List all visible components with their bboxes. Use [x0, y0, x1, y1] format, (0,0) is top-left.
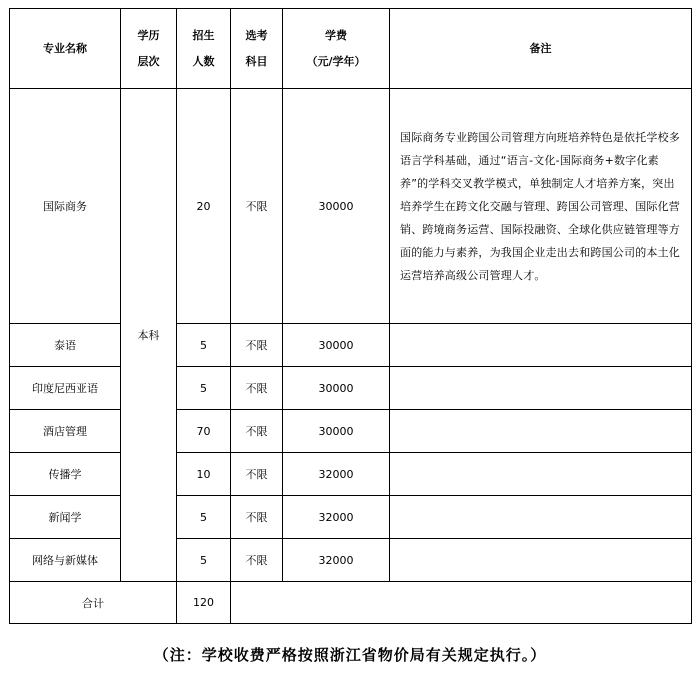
elective-subjects: 不限 [231, 324, 283, 367]
major-name: 泰语 [10, 324, 121, 367]
elective-subjects: 不限 [231, 539, 283, 582]
header-remarks: 备注 [390, 9, 692, 89]
enrollment-count: 70 [177, 410, 231, 453]
tuition-fee: 32000 [283, 496, 390, 539]
table-row [10, 496, 692, 539]
tuition-fee: 32000 [283, 539, 390, 582]
table-row [10, 324, 692, 367]
header-major-name: 专业名称 [10, 9, 121, 89]
major-name: 网络与新媒体 [10, 539, 121, 582]
table-header-row [10, 9, 692, 89]
elective-subjects: 不限 [231, 367, 283, 410]
elective-subjects: 不限 [231, 496, 283, 539]
remark-text [390, 367, 692, 410]
tuition-fee: 30000 [283, 367, 390, 410]
remark-text [390, 410, 692, 453]
enrollment-count: 10 [177, 453, 231, 496]
enrollment-count: 5 [177, 496, 231, 539]
major-name: 酒店管理 [10, 410, 121, 453]
header-subjects: 选考 科目 [231, 9, 283, 89]
remark-text [390, 453, 692, 496]
major-name: 印度尼西亚语 [10, 367, 121, 410]
total-label: 合计 [10, 582, 177, 624]
major-name: 国际商务 [10, 89, 121, 324]
total-empty-cell [231, 582, 692, 624]
tuition-fee: 30000 [283, 89, 390, 324]
table-row [10, 453, 692, 496]
table-row [10, 539, 692, 582]
elective-subjects: 不限 [231, 89, 283, 324]
tuition-fee: 32000 [283, 453, 390, 496]
remark-text: 国际商务专业跨国公司管理方向班培养特色是依托学校多语言学科基础，通过“语言-文化-国际商务+数字化素养”的学科交叉教学模式，单独制定人才培养方案，突出培养学生在跨文化交融与管理、跨国公司管理、国际化营销、跨境商务运营、国际投融资、全球化供应链管理等方面的能力与素养，为我国企业走出去和跨国公司的本土化运营培养高级公司管理人才。 [390, 89, 692, 324]
enrollment-table [9, 8, 692, 624]
tuition-fee: 30000 [283, 410, 390, 453]
degree-level: 本科 [121, 89, 177, 582]
fee-footnote: （注：学校收费严格按照浙江省物价局有关规定执行。） [153, 646, 547, 664]
enrollment-count: 5 [177, 324, 231, 367]
remark-text [390, 539, 692, 582]
elective-subjects: 不限 [231, 410, 283, 453]
tuition-fee: 30000 [283, 324, 390, 367]
major-name: 新闻学 [10, 496, 121, 539]
enrollment-count: 5 [177, 539, 231, 582]
table-row [10, 89, 692, 324]
header-tuition: 学费 （元/学年） [283, 9, 390, 89]
total-row [10, 582, 692, 624]
elective-subjects: 不限 [231, 453, 283, 496]
major-name: 传播学 [10, 453, 121, 496]
total-enrollment: 120 [177, 582, 231, 624]
table-row [10, 367, 692, 410]
remark-text [390, 324, 692, 367]
enrollment-count: 5 [177, 367, 231, 410]
header-enrollment: 招生 人数 [177, 9, 231, 89]
remark-text [390, 496, 692, 539]
enrollment-count: 20 [177, 89, 231, 324]
header-degree-level: 学历 层次 [121, 9, 177, 89]
table-row [10, 410, 692, 453]
